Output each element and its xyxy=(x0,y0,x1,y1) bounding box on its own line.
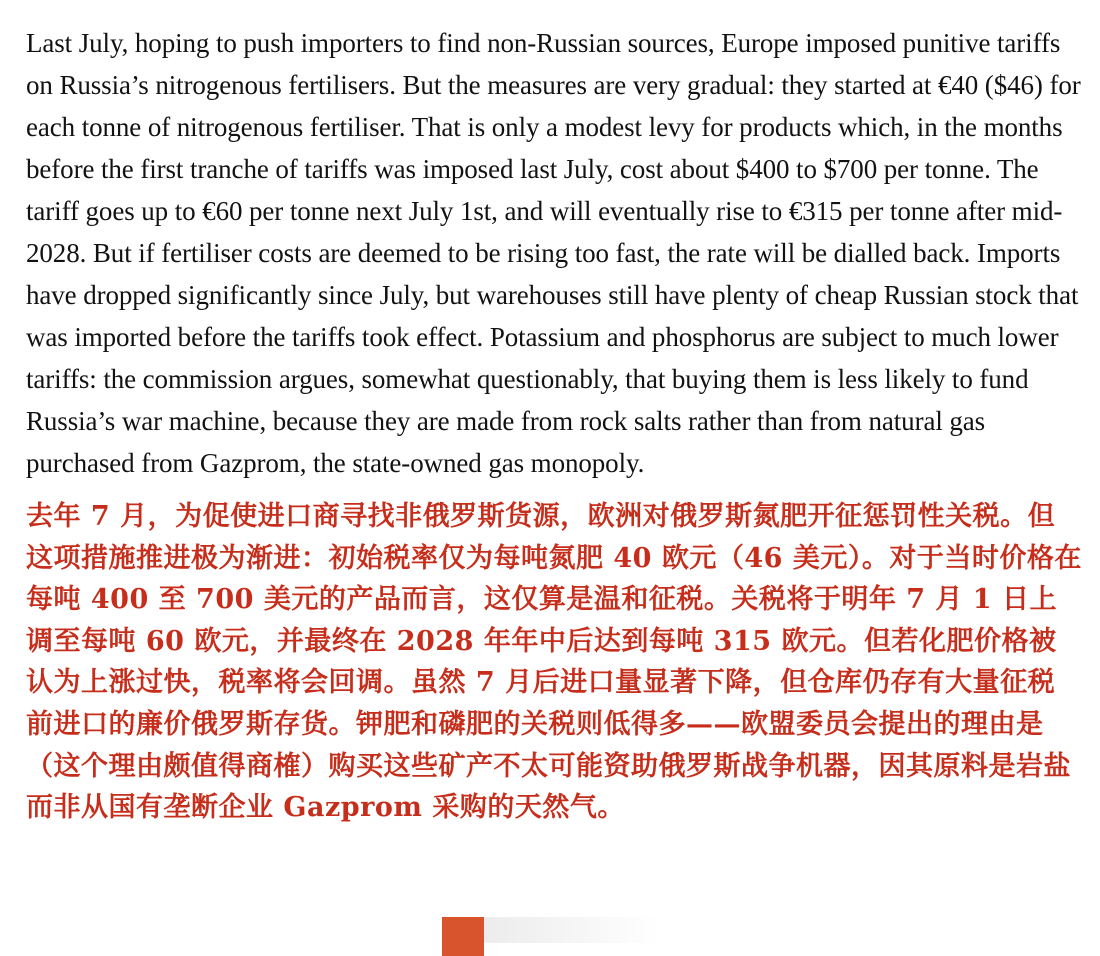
fade-bar xyxy=(484,917,660,943)
accent-block xyxy=(442,917,484,956)
bottom-decoration xyxy=(440,914,660,956)
article-body xyxy=(26,22,1082,829)
chinese-translation-paragraph: 去年 7 月，为促使进口商寻找非俄罗斯货源，欧洲对俄罗斯氮肥开征惩罚性关税。但这项措施推进极为渐进：初始税率仅为每吨氮肥 40 欧元（46 美元）。对于当时价格在每吨 400 至 700 美元的产品而言，这仅算是温和征税。关税将于明年 7 月 1 日上调至每吨 60 欧元，并最终在 2028 年年中后达到每吨 315 欧元。但若化肥价格被认为上涨过快，税率将会回调。虽然 7 月后进口量显著下降，但仓库仍存有大量征税前进口的廉价俄罗斯存货。钾肥和磷肥的关税则低得多——欧盟委员会提出的理由是（这个理由颇值得商榷）购买这些矿产不太可能资助俄罗斯战争机器，因其原料是岩盐而非从国有垄断企业 Gazprom 采购的天然气。 xyxy=(26,501,1082,824)
english-paragraph: Last July, hoping to push importers to find non-Russian sources, Europe imposed punitive tariffs on Russia’s nitrogenous fertilisers. But the measures are very gradual: they started at €40 ($46) for each tonne of nitrogenous fertiliser. That is only a modest levy for products which, in the months before the first tranche of tariffs was imposed last July, cost about $400 to $700 per tonne. The tariff goes up to €60 per tonne next July 1st, and will eventually rise to €315 per tonne after mid-2028. But if fertiliser costs are deemed to be rising too fast, the rate will be dialled back. Imports have dropped significantly since July, but warehouses still have plenty of cheap Russian stock that was imported before the tariffs took effect. Potassium and phosphorus are subject to much lower tariffs: the commission argues, somewhat questionably, that buying them is less likely to fund Russia’s war machine, because they are made from rock salts rather than from natural gas purchased from Gazprom, the state-owned gas monopoly. xyxy=(26,28,1081,478)
